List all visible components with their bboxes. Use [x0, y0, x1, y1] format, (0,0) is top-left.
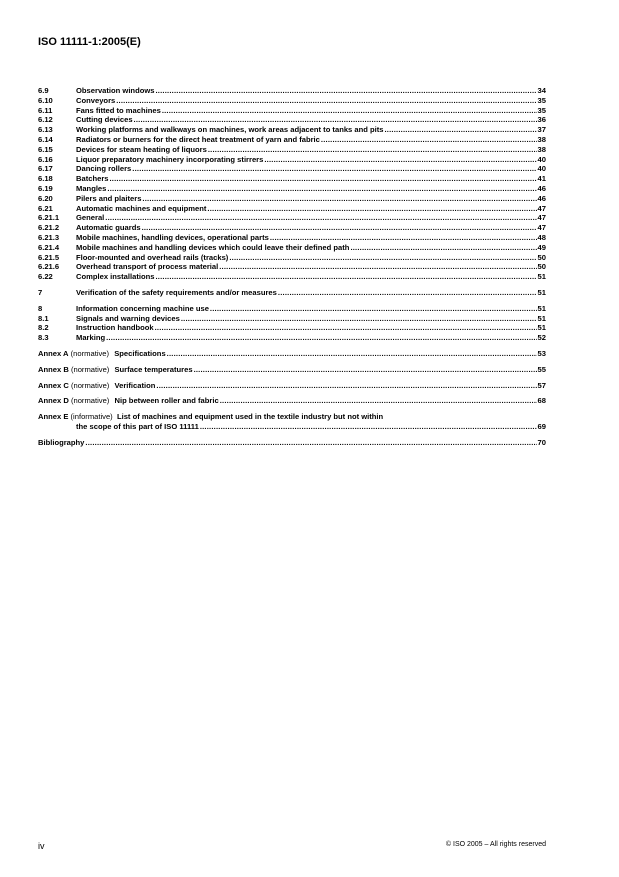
toc-number: 6.13 [38, 125, 53, 135]
toc-number: 6.21.3 [38, 232, 60, 242]
toc-title: Verification of the safety requirements and/or measures [76, 287, 277, 297]
annex-title-line2: the scope of this part of ISO 11111 [76, 421, 199, 431]
leader-dots [110, 174, 537, 184]
annex-title: Verification [114, 380, 156, 390]
annex-label: Annex A [38, 348, 69, 358]
toc-page: 47 [537, 213, 546, 223]
toc-page: 53 [537, 348, 546, 358]
toc-annexes [38, 349, 546, 412]
toc-page: 37 [537, 125, 546, 135]
toc-entry[interactable] [38, 262, 546, 272]
toc-page: 50 [537, 252, 546, 262]
toc-number: 6.11 [38, 105, 53, 115]
toc-page: 47 [537, 223, 546, 233]
leader-dots [181, 314, 537, 324]
toc-number: 6.10 [38, 95, 53, 105]
leader-dots [350, 243, 536, 253]
toc-entry[interactable] [38, 223, 546, 233]
toc-page: 34 [537, 86, 546, 95]
toc-annex-e[interactable] [38, 412, 546, 432]
toc-title: Complex installations [76, 272, 155, 282]
leader-dots [167, 349, 537, 359]
toc-entry[interactable] [38, 243, 546, 253]
toc-page: 46 [537, 183, 546, 193]
toc-entry[interactable] [38, 155, 546, 165]
toc-annex[interactable] [38, 396, 546, 406]
toc-number: 6.12 [38, 115, 53, 125]
toc-page: 70 [537, 437, 546, 447]
annex-kind: (normative) [70, 380, 110, 390]
toc-entry[interactable] [38, 323, 546, 333]
toc-title: Bibliography [38, 437, 85, 447]
leader-dots [210, 304, 537, 314]
toc-entry[interactable] [38, 106, 546, 116]
leader-dots [106, 333, 536, 343]
toc-number: 6.19 [38, 183, 53, 193]
toc-entry[interactable] [38, 86, 546, 96]
toc-page: 46 [537, 193, 546, 203]
leader-dots [155, 86, 536, 96]
toc-entry[interactable] [38, 204, 546, 214]
toc-entry[interactable] [38, 194, 546, 204]
toc-title: Mobile machines and handling devices which could leave their defined path [76, 242, 350, 252]
annex-kind: (informative) [70, 412, 113, 422]
leader-dots [107, 184, 536, 194]
annex-title: Nip between roller and fabric [114, 396, 219, 406]
toc-number: 6.14 [38, 134, 53, 144]
toc-title: Signals and warning devices [76, 313, 180, 323]
toc-entry[interactable] [38, 253, 546, 263]
toc-page: 69 [537, 421, 546, 431]
toc-entry[interactable] [38, 135, 546, 145]
toc-entry-7[interactable] [38, 288, 546, 298]
document-id: ISO 11111-1:2005(E) [38, 36, 141, 48]
toc-number: 8.3 [38, 333, 49, 343]
toc-page: 68 [537, 396, 546, 406]
toc-title: Conveyors [76, 95, 116, 105]
toc-entry[interactable] [38, 164, 546, 174]
toc-number: 8.1 [38, 313, 49, 323]
copyright: © ISO 2005 – All rights reserved [445, 841, 546, 848]
toc-title: Devices for steam heating of liquors [76, 144, 207, 154]
leader-dots [207, 204, 536, 214]
toc-entry[interactable] [38, 304, 546, 314]
leader-dots [116, 96, 536, 106]
toc-title: Fans fitted to machines [76, 105, 161, 115]
toc-number: 8.2 [38, 323, 49, 333]
toc-page: 36 [537, 115, 546, 125]
toc-number: 6.21.2 [38, 223, 60, 233]
toc-page: 48 [537, 232, 546, 242]
page-number: iv [38, 841, 45, 851]
toc-number: 6.21 [38, 203, 53, 213]
toc-title: Marking [76, 333, 106, 343]
leader-dots [156, 272, 537, 282]
toc-page: 40 [537, 154, 546, 164]
toc-page: 38 [537, 134, 546, 144]
leader-dots [208, 145, 537, 155]
toc-title: Batchers [76, 174, 109, 184]
leader-dots [85, 438, 536, 448]
toc-entry[interactable] [38, 184, 546, 194]
toc-annex[interactable] [38, 381, 546, 391]
toc-page: 35 [537, 95, 546, 105]
toc-entries-6 [38, 86, 546, 282]
annex-kind: (normative) [70, 396, 110, 406]
leader-dots [219, 262, 536, 272]
leader-dots [270, 233, 537, 243]
leader-dots [321, 135, 537, 145]
toc-page: 41 [537, 174, 546, 184]
leader-dots [278, 288, 537, 298]
toc-number: 6.21.1 [38, 213, 60, 223]
toc-number: 6.21.4 [38, 242, 60, 252]
toc-title: Radiators or burners for the direct heat treatment of yarn and fabric [76, 134, 320, 144]
toc-page: 51 [537, 303, 546, 313]
annex-label: Annex D [38, 396, 69, 406]
leader-dots [105, 213, 536, 223]
toc-number: 6.16 [38, 154, 53, 164]
annex-kind: (normative) [70, 348, 110, 358]
toc-number: 6.22 [38, 272, 53, 282]
toc-entry[interactable] [38, 233, 546, 243]
toc-title: Instruction handbook [76, 323, 154, 333]
toc-number: 6.21.6 [38, 262, 60, 272]
toc-title: General [76, 213, 105, 223]
annex-label: Annex B [38, 364, 69, 374]
toc-page: 38 [537, 144, 546, 154]
toc-page: 50 [537, 262, 546, 272]
toc-title: Working platforms and walkways on machines, work areas adjacent to tanks and pits [76, 125, 384, 135]
toc-number: 6.20 [38, 193, 53, 203]
toc-number: 6.9 [38, 86, 49, 95]
toc-title: Observation windows [76, 86, 155, 95]
leader-dots [194, 365, 537, 375]
toc-page: 57 [537, 380, 546, 390]
leader-dots [155, 323, 537, 333]
leader-dots [385, 125, 537, 135]
toc-bibliography[interactable] [38, 438, 546, 448]
toc-title: Floor-mounted and overhead rails (tracks) [76, 252, 229, 262]
toc-title: Mangles [76, 183, 107, 193]
toc-title: Pilers and plaiters [76, 193, 142, 203]
leader-dots [156, 381, 536, 391]
toc-page: 55 [537, 364, 546, 374]
toc-number: 8 [38, 303, 43, 313]
toc-number: 6.21.5 [38, 252, 60, 262]
leader-dots [200, 422, 537, 432]
leader-dots [229, 253, 536, 263]
toc-page: 47 [537, 203, 546, 213]
toc-entry[interactable] [38, 213, 546, 223]
toc-title: Automatic machines and equipment [76, 203, 207, 213]
toc-title: Automatic guards [76, 223, 141, 233]
toc-page: 51 [537, 272, 546, 282]
toc-title: Information concerning machine use [76, 303, 209, 313]
toc-number: 7 [38, 287, 43, 297]
toc-title: Overhead transport of process material [76, 262, 219, 272]
toc-entry[interactable] [38, 96, 546, 106]
table-of-contents [38, 86, 546, 448]
toc-page: 51 [537, 313, 546, 323]
toc-entry[interactable] [38, 272, 546, 282]
toc-entry[interactable] [38, 125, 546, 135]
toc-title: Mobile machines, handling devices, operational parts [76, 232, 269, 242]
toc-entry[interactable] [38, 174, 546, 184]
leader-dots [220, 396, 537, 406]
toc-number: 6.15 [38, 144, 53, 154]
toc-annex[interactable] [38, 349, 546, 359]
toc-title: Cutting devices [76, 115, 133, 125]
toc-page: 49 [537, 242, 546, 252]
leader-dots [264, 155, 536, 165]
annex-title: Specifications [114, 348, 166, 358]
toc-entries-8 [38, 304, 546, 343]
toc-annex[interactable] [38, 365, 546, 375]
annex-title: Surface temperatures [114, 364, 193, 374]
toc-entry[interactable] [38, 115, 546, 125]
leader-dots [132, 164, 536, 174]
toc-number: 6.17 [38, 164, 53, 174]
toc-title: Liquor preparatory machinery incorporating stirrers [76, 154, 264, 164]
toc-entry[interactable] [38, 145, 546, 155]
toc-number: 6.18 [38, 174, 53, 184]
toc-title: Dancing rollers [76, 164, 132, 174]
annex-kind: (normative) [70, 364, 110, 374]
toc-page: 51 [537, 287, 546, 297]
annex-label: Annex E [38, 412, 69, 422]
annex-label: Annex C [38, 380, 69, 390]
leader-dots [162, 106, 537, 116]
toc-page: 40 [537, 164, 546, 174]
leader-dots [142, 223, 537, 233]
toc-page: 51 [537, 323, 546, 333]
toc-entry[interactable] [38, 333, 546, 343]
toc-page: 52 [537, 333, 546, 343]
leader-dots [134, 115, 537, 125]
annex-title-line1: List of machines and equipment used in the textile industry but not within [116, 412, 384, 422]
toc-entry[interactable] [38, 314, 546, 324]
toc-page: 35 [537, 105, 546, 115]
leader-dots [142, 194, 536, 204]
